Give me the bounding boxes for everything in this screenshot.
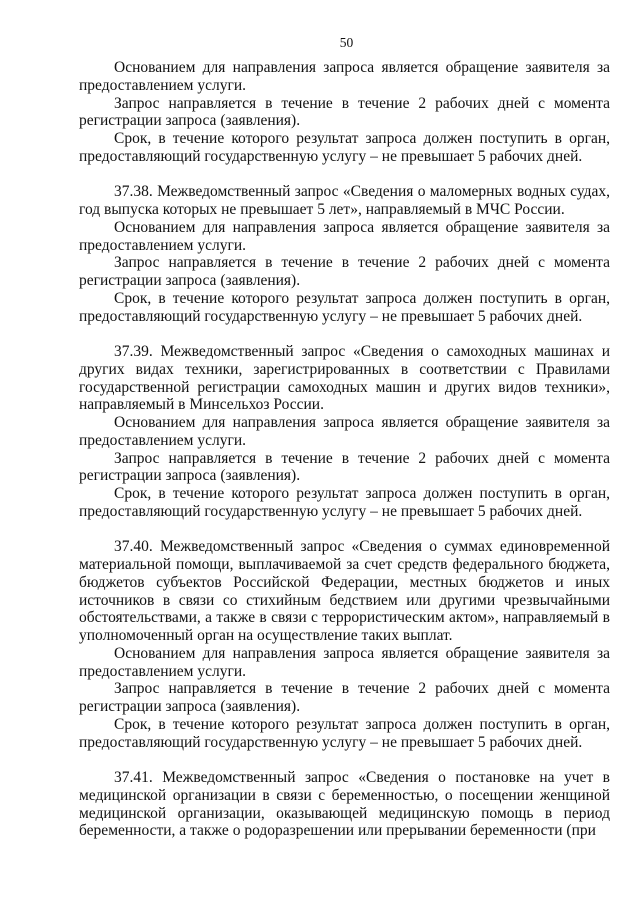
paragraph: Срок, в течение которого результат запроса должен поступить в орган, предоставляющий государственную услугу – не превышает 5 рабочих дней. (79, 289, 610, 325)
paragraph-gap (79, 751, 610, 769)
paragraph: Основанием для направления запроса является обращение заявителя за предоставлением услуги. (79, 414, 610, 449)
paragraph: Срок, в течение которого результат запроса должен поступить в орган, предоставляющий государственную услугу – не превышает 5 рабочих дней. (79, 130, 610, 165)
paragraph: Запрос направляется в течение в течение 2 рабочих дней с момента регистрации запроса (заявления). (79, 449, 610, 485)
paragraph: Запрос направляется в течение в течение 2 рабочих дней с момента регистрации запроса (заявления). (79, 680, 610, 715)
page-number: 50 (339, 35, 354, 50)
paragraph: 37.38. Межведомственный запрос «Сведения о маломерных водных судах, год выпуска которых не превышает 5 лет», направляемый в МЧС России. (79, 183, 610, 218)
paragraph: Срок, в течение которого результат запроса должен поступить в орган, предоставляющий государственную услугу – не превышает 5 рабочих дней. (79, 485, 610, 520)
paragraph: Срок, в течение которого результат запроса должен поступить в орган, предоставляющий государственную услугу – не превышает 5 рабочих дней. (79, 715, 610, 751)
paragraph: Основанием для направления запроса является обращение заявителя за предоставлением услуги. (79, 218, 610, 254)
paragraph-gap (79, 325, 610, 343)
paragraph: 37.39. Межведомственный запрос «Сведения о самоходных машинах и других видах техники, зарегистрированных в соответствии с Правилами государственной регистрации самоходных машин и других видов техники», направляемый в Минсельхоз России. (79, 343, 610, 414)
document-page (79, 34, 610, 840)
paragraph: Запрос направляется в течение в течение 2 рабочих дней с момента регистрации запроса (заявления). (79, 94, 610, 130)
paragraph: Основанием для направления запроса является обращение заявителя за предоставлением услуги. (79, 644, 610, 680)
paragraph-gap (79, 521, 610, 539)
paragraph: 37.41. Межведомственный запрос «Сведения о постановке на учет в медицинской организации в связи с беременностью, о посещении женщиной медицинской организации, оказывающей медицинскую помощь в период беременности, а также о родоразрешении или прерывании беременности (при (79, 769, 610, 840)
paragraph-gap (79, 166, 610, 184)
document-body (79, 59, 610, 840)
paragraph: 37.40. Межведомственный запрос «Сведения о суммах единовременной материальной помощи, выплачиваемой за счет средств федерального бюджета, бюджетов субъектов Российской Федерации, местных бюджетов и иных источников в связи со стихийным бедствием или другими чрезвычайными обстоятельствами, а также в связи с террористическим актом», направляемый в уполномоченный орган на осуществление таких выплат. (79, 538, 610, 644)
paragraph: Основанием для направления запроса является обращение заявителя за предоставлением услуги. (79, 59, 610, 94)
paragraph: Запрос направляется в течение в течение 2 рабочих дней с момента регистрации запроса (заявления). (79, 254, 610, 289)
